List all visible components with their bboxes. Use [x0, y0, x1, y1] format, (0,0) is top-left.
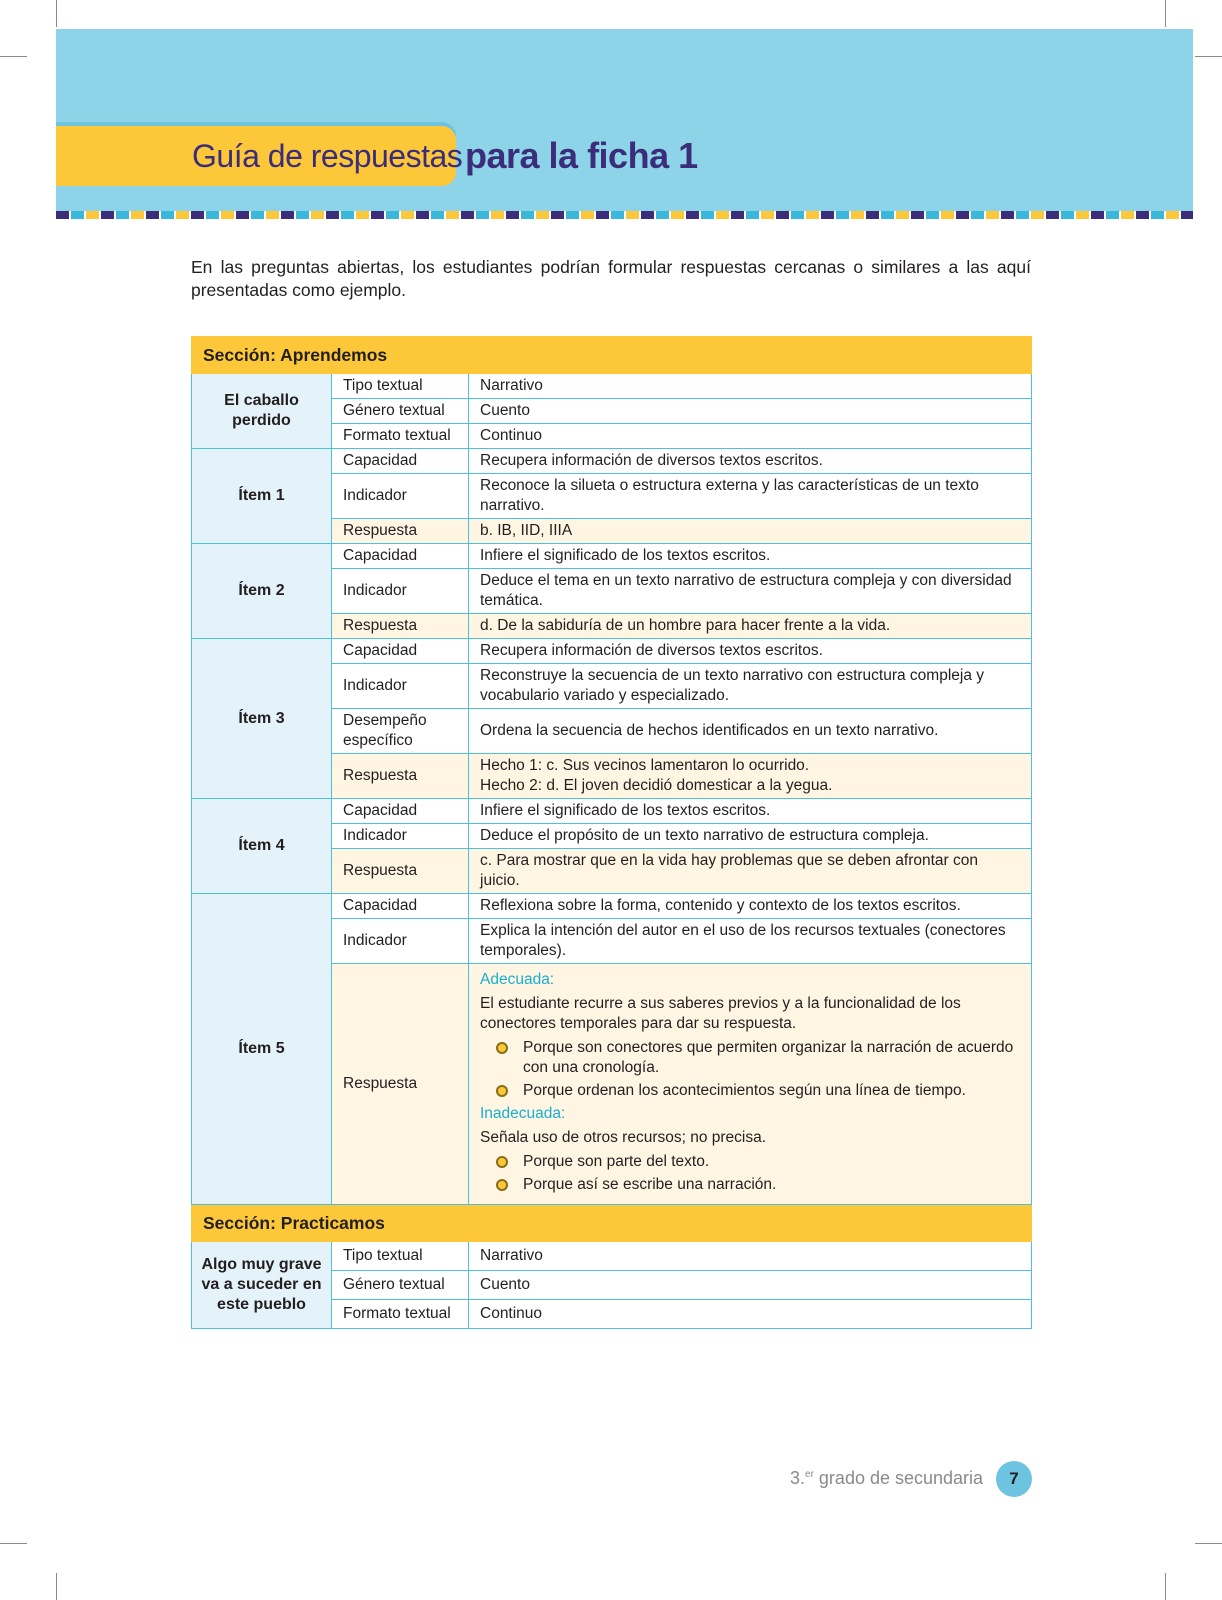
- label-cell: Género textual: [332, 399, 469, 424]
- answer-cell: [469, 754, 1032, 799]
- table-row: [192, 374, 1032, 399]
- label-cell: Capacidad: [332, 894, 469, 919]
- page-title-part2: para la ficha 1: [465, 135, 698, 176]
- value-cell: Recupera información de diversos textos escritos.: [469, 449, 1032, 474]
- value-cell: Infiere el significado de los textos escritos.: [469, 799, 1032, 824]
- label-cell: Capacidad: [332, 799, 469, 824]
- label-cell: Indicador: [332, 824, 469, 849]
- answer-line: Hecho 2: d. El joven decidió domesticar a la yegua.: [480, 777, 833, 794]
- value-cell: Recupera información de diversos textos escritos.: [469, 639, 1032, 664]
- inadecuada-list: [480, 1152, 1020, 1195]
- item-name-cell: Ítem 5: [192, 894, 332, 1205]
- table-row: [192, 799, 1032, 824]
- table-row: [192, 639, 1032, 664]
- label-cell: Capacidad: [332, 639, 469, 664]
- value-cell: Ordena la secuencia de hechos identificados en un texto narrativo.: [469, 709, 1032, 754]
- answer-line: Hecho 1: c. Sus vecinos lamentaron lo ocurrido.: [480, 757, 810, 774]
- label-cell: Capacidad: [332, 449, 469, 474]
- page-title-part1: Guía de respuestas: [192, 138, 463, 174]
- label-cell: Indicador: [332, 664, 469, 709]
- label-cell: Respuesta: [332, 849, 469, 894]
- list-item: Porque son conectores que permiten organizar la narración de acuerdo con una cronología.: [480, 1038, 1020, 1078]
- list-item: Porque así se escribe una narración.: [480, 1175, 1020, 1195]
- answer-cell: [469, 964, 1032, 1205]
- value-cell: Cuento: [469, 1271, 1032, 1300]
- item-name-cell: Ítem 2: [192, 544, 332, 639]
- label-cell: Desempeño específico: [332, 709, 469, 754]
- label-cell: Género textual: [332, 1271, 469, 1300]
- value-cell: Narrativo: [469, 374, 1032, 399]
- crop-mark: [0, 56, 27, 57]
- intro-paragraph: En las preguntas abiertas, los estudiantes podrían formular respuestas cercanas o similares a las aquí presentadas como ejemplo.: [191, 257, 1031, 300]
- table-row: [192, 1242, 1032, 1271]
- label-cell: Indicador: [332, 569, 469, 614]
- decorative-dash-strip: [56, 211, 1193, 219]
- label-cell: Indicador: [332, 919, 469, 964]
- circle-bullet-icon: [496, 1042, 508, 1054]
- crop-mark: [1195, 1543, 1222, 1544]
- adecuada-list: [480, 1038, 1020, 1101]
- label-cell: Respuesta: [332, 754, 469, 799]
- crop-mark: [1195, 56, 1222, 57]
- crop-mark: [56, 1573, 57, 1600]
- section-title: Sección: Practicamos: [192, 1205, 1032, 1242]
- table-row: [192, 449, 1032, 474]
- crop-mark: [1165, 1573, 1166, 1600]
- value-cell: Deduce el propósito de un texto narrativo de estructura compleja.: [469, 824, 1032, 849]
- list-item: Porque ordenan los acontecimientos según una línea de tiempo.: [480, 1081, 1020, 1101]
- value-cell: Reflexiona sobre la forma, contenido y contexto de los textos escritos.: [469, 894, 1032, 919]
- inadecuada-text: Señala uso de otros recursos; no precisa.: [480, 1129, 767, 1146]
- footer-grade: 3.$^{er}$ grado de secundaria: [790, 1468, 984, 1488]
- label-cell: Tipo textual: [332, 374, 469, 399]
- crop-mark: [56, 0, 57, 27]
- section-header-row: [192, 1205, 1032, 1242]
- label-cell: Capacidad: [332, 544, 469, 569]
- label-cell: Formato textual: [332, 424, 469, 449]
- header-band: [56, 29, 1193, 217]
- section-header-row: [192, 337, 1032, 374]
- page-number-badge: 7: [996, 1461, 1032, 1497]
- item-name-cell: Ítem 3: [192, 639, 332, 799]
- label-cell: Respuesta: [332, 519, 469, 544]
- crop-mark: [1165, 0, 1166, 27]
- circle-bullet-icon: [496, 1156, 508, 1168]
- value-cell: Infiere el significado de los textos escritos.: [469, 544, 1032, 569]
- value-cell: Explica la intención del autor en el uso de los recursos textuales (conectores temporales).: [469, 919, 1032, 964]
- list-item: Porque son parte del texto.: [480, 1152, 1020, 1172]
- value-cell: Continuo: [469, 1300, 1032, 1329]
- answer-cell: d. De la sabiduría de un hombre para hacer frente a la vida.: [469, 614, 1032, 639]
- value-cell: Deduce el tema en un texto narrativo de estructura compleja y con diversidad temática.: [469, 569, 1032, 614]
- label-cell: Tipo textual: [332, 1242, 469, 1271]
- item-name-cell: Ítem 1: [192, 449, 332, 544]
- value-cell: Reconoce la silueta o estructura externa y las características de un texto narrativo.: [469, 474, 1032, 519]
- text-name-cell: Algo muy grave va a suceder en este pueblo: [192, 1242, 332, 1329]
- crop-mark: [0, 1543, 27, 1544]
- text-name-cell: El caballo perdido: [192, 374, 332, 449]
- answer-cell: b. IB, IID, IIIA: [469, 519, 1032, 544]
- label-cell: Formato textual: [332, 1300, 469, 1329]
- item-name-cell: Ítem 4: [192, 799, 332, 894]
- value-cell: Continuo: [469, 424, 1032, 449]
- adecuada-text: El estudiante recurre a sus saberes previos y a la funcionalidad de los conectores temporales para dar su respuesta.: [480, 995, 961, 1032]
- answer-cell: c. Para mostrar que en la vida hay problemas que se deben afrontar con juicio.: [469, 849, 1032, 894]
- circle-bullet-icon: [496, 1085, 508, 1097]
- table-row: [192, 894, 1032, 919]
- inadecuada-label: Inadecuada:: [480, 1105, 566, 1122]
- section-title: Sección: Aprendemos: [192, 337, 1032, 374]
- label-cell: Respuesta: [332, 614, 469, 639]
- circle-bullet-icon: [496, 1179, 508, 1191]
- value-cell: Reconstruye la secuencia de un texto narrativo con estructura compleja y vocabulario variado y especializado.: [469, 664, 1032, 709]
- answer-guide-table: [191, 336, 1031, 1329]
- label-cell: Indicador: [332, 474, 469, 519]
- label-cell: Respuesta: [332, 964, 469, 1205]
- value-cell: Cuento: [469, 399, 1032, 424]
- table-row: [192, 544, 1032, 569]
- adecuada-label: Adecuada:: [480, 971, 555, 988]
- value-cell: Narrativo: [469, 1242, 1032, 1271]
